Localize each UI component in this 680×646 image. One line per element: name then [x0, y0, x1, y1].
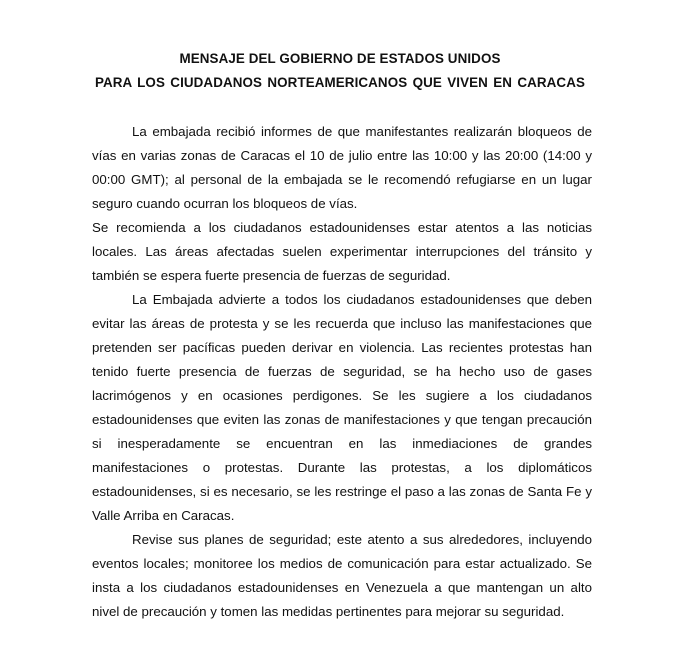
- paragraph-security-plans: Revise sus planes de seguridad; este atento a sus alrededores, incluyendo eventos locales; monitoree los medios de comunicación para estar actualizado. Se insta a los ciudadanos estadounidenses en Venezuela a que mantengan un alto nivel de precaución y tomen las medidas pertinentes para mejorar su seguridad.: [92, 532, 592, 619]
- document-title-line-1: MENSAJE DEL GOBIERNO DE ESTADOS UNIDOS: [179, 51, 501, 66]
- paragraph-protest-warning: La Embajada advierte a todos los ciudadanos estadounidenses que deben evitar las áreas de protesta y se les recuerda que incluso las manifestaciones que pretenden ser pacíficas pueden derivar en violencia. Las recientes protestas han tenido fuerte presencia de fuerzas de seguridad, se ha hecho uso de gases lacrimógenos y en ocasiones perdigones. Se les sugiere a los ciudadanos estadounidenses que eviten las zonas de manifestaciones y que tengan precaución si inesperadamente se encuentran en las inmediaciones de grandes manifestaciones o protestas. Durante las protestas, a los diplomáticos estadounidenses, si es necesario, se les restringe el paso a las zonas de Santa Fe y Valle Arriba en Caracas.: [92, 292, 592, 523]
- paragraph-news-advice: Se recomienda a los ciudadanos estadounidenses estar atentos a las noticias locales. Las áreas afectadas suelen experimentar interrupciones del tránsito y también se espera fuerte presencia de fuerzas de seguridad.: [92, 220, 592, 283]
- paragraph-road-blocks: La embajada recibió informes de que manifestantes realizarán bloqueos de vías en varias zonas de Caracas el 10 de julio entre las 10:00 y las 20:00 (14:00 y 00:00 GMT); al personal de la embajada se le recomendó refugiarse en un lugar seguro cuando ocurran los bloqueos de vías.: [92, 124, 592, 211]
- document-title-line-2: PARA LOS CIUDADANOS NORTEAMERICANOS QUE VIVEN EN CARACAS: [94, 75, 585, 90]
- document-body: [92, 120, 592, 624]
